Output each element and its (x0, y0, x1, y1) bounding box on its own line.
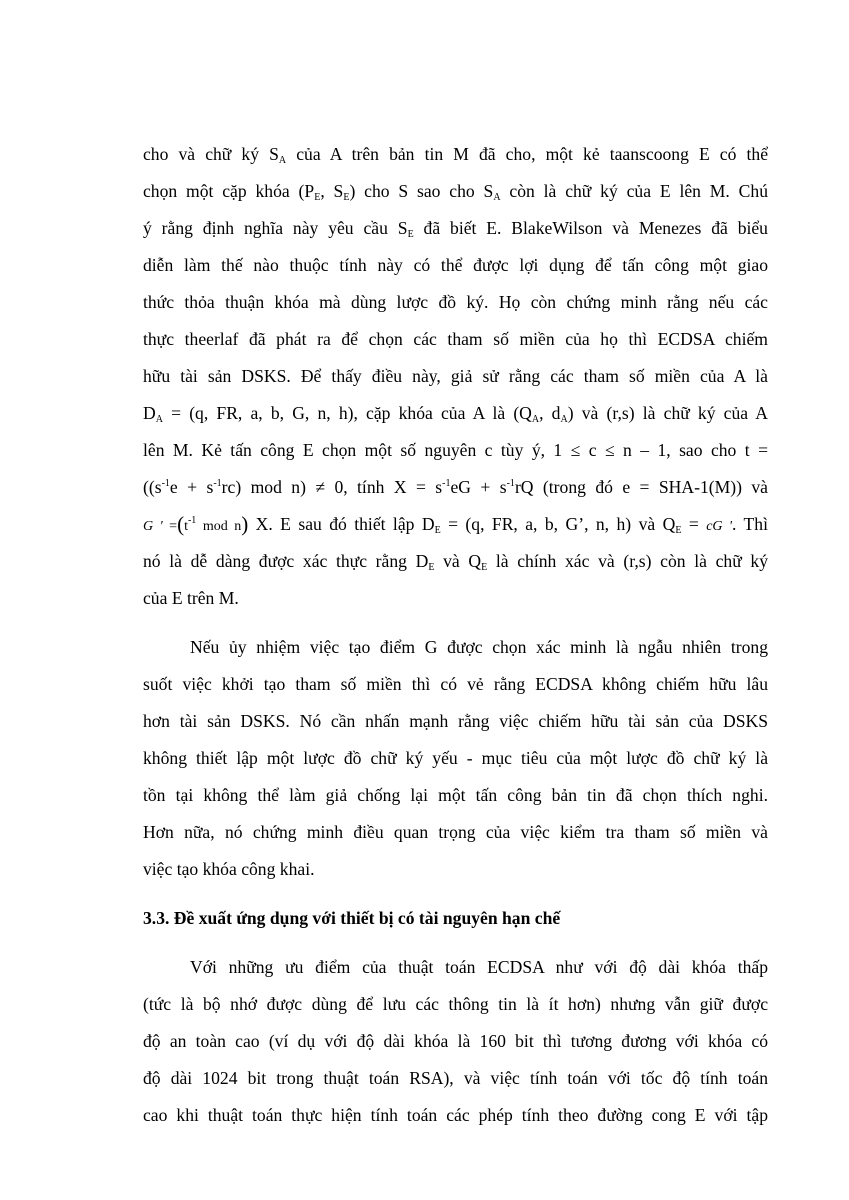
p3-line-1: Với những ưu điểm của thuật toán ECDSA như với độ dài khóa thấp (190, 957, 768, 977)
p1-line-13: của E trên M. (143, 588, 239, 608)
p1-line-2: chọn một cặp khóa ($P_E$, $S_E$) cho S sao cho $S_A$ còn là chữ ký của E lên M. Chú (143, 181, 769, 203)
p2-line-5: tồn tại không thể làm giả chống lại một tấn công bản tin đã chọn thích nghi. (143, 785, 768, 805)
p2-line-6: Hơn nữa, nó chứng minh điều quan trọng của việc kiểm tra tham số miền và (143, 822, 768, 842)
p1-line-9: lên M. Kẻ tấn công E chọn một số nguyên c tùy ý, 1 ≤ c ≤ n – 1, sao cho t = (143, 440, 768, 460)
p1-line-5: thức thỏa thuận khóa mà dùng lược đồ ký. Họ còn chứng minh rằng nếu các (143, 292, 768, 312)
p3-line-5: cao khi thuật toán thực hiện tính toán các phép tính theo đường cong E với tập (143, 1105, 768, 1125)
p2-line-3: hơn tài sản DSKS. Nó cần nhấn mạnh rằng việc chiếm hữu tài sản của DSKS (143, 711, 768, 731)
p1-line-11: G ' $=(t^{-1}$ mod n) X. E sau đó thiết lập $D_E = (q$, FR, a, b, G’, n, h) và $Q_E$ = cG '. Thì (143, 512, 768, 536)
p1-line-4: diễn làm thế nào thuộc tính này có thể được lợi dụng để tấn công một giao (143, 255, 768, 275)
p1-line-7: hữu tài sản DSKS. Để thấy điều này, giả sử rằng các tham số miền của A là (143, 366, 768, 386)
p3-line-4: độ dài 1024 bit trong thuật toán RSA), và việc tính toán với tốc độ tính toán (143, 1068, 768, 1088)
p3-line-2: (tức là bộ nhớ được dùng để lưu các thông tin là ít hơn) nhưng vẫn giữ được (143, 994, 768, 1014)
p1-line-12: nó là dễ dàng được xác thực rằng $D_E$ và $Q_E$ là chính xác và (r,s) còn là chữ ký (143, 551, 769, 573)
g-prime-formula: G ' (143, 519, 163, 534)
p2-line-4: không thiết lập một lược đồ chữ ký yếu - mục tiêu của một lược đồ chữ ký là (143, 748, 768, 768)
p1-line-8: $D_A = (q$, FR, a, b, G, n, h), cặp khóa của A là ($Q_A$, $d_A$) và (r,s) là chữ ký của A (143, 403, 768, 425)
p1-line-1: cho và chữ ký $S_A$ của A trên bản tin M đã cho, một kẻ taanscoong E có thể (143, 144, 769, 166)
p1-line-10: ($(s^{-1}e + s^{-1}rc)$ mod n) ≠ 0, tính $X = s^{-1}eG + s^{-1}rQ$ (trong đó e = SHA-1(M)) và (143, 477, 768, 497)
p2-line-7: việc tạo khóa công khai. (143, 859, 315, 879)
p3-line-3: độ an toàn cao (ví dụ với độ dài khóa là 160 bit thì tương đương với khóa có (143, 1031, 768, 1051)
p1-line-6: thực theerlaf đã phát ra để chọn các tham số miền của họ thì ECDSA chiếm (143, 329, 768, 349)
p1-line-3: ý rằng định nghĩa này yêu cầu $S_E$ đã biết E. BlakeWilson và Menezes đã biểu (143, 218, 768, 240)
cg-prime-formula: cG ' (706, 519, 733, 534)
p2-line-2: suốt việc khởi tạo tham số miền thì có vẻ rằng ECDSA không chiếm hữu lâu (143, 674, 768, 694)
section-heading: 3.3. Đề xuất ứng dụng với thiết bị có tài nguyên hạn chế (143, 908, 561, 928)
p2-line-1: Nếu ủy nhiệm việc tạo điểm G được chọn xác minh là ngẫu nhiên trong (190, 637, 768, 657)
